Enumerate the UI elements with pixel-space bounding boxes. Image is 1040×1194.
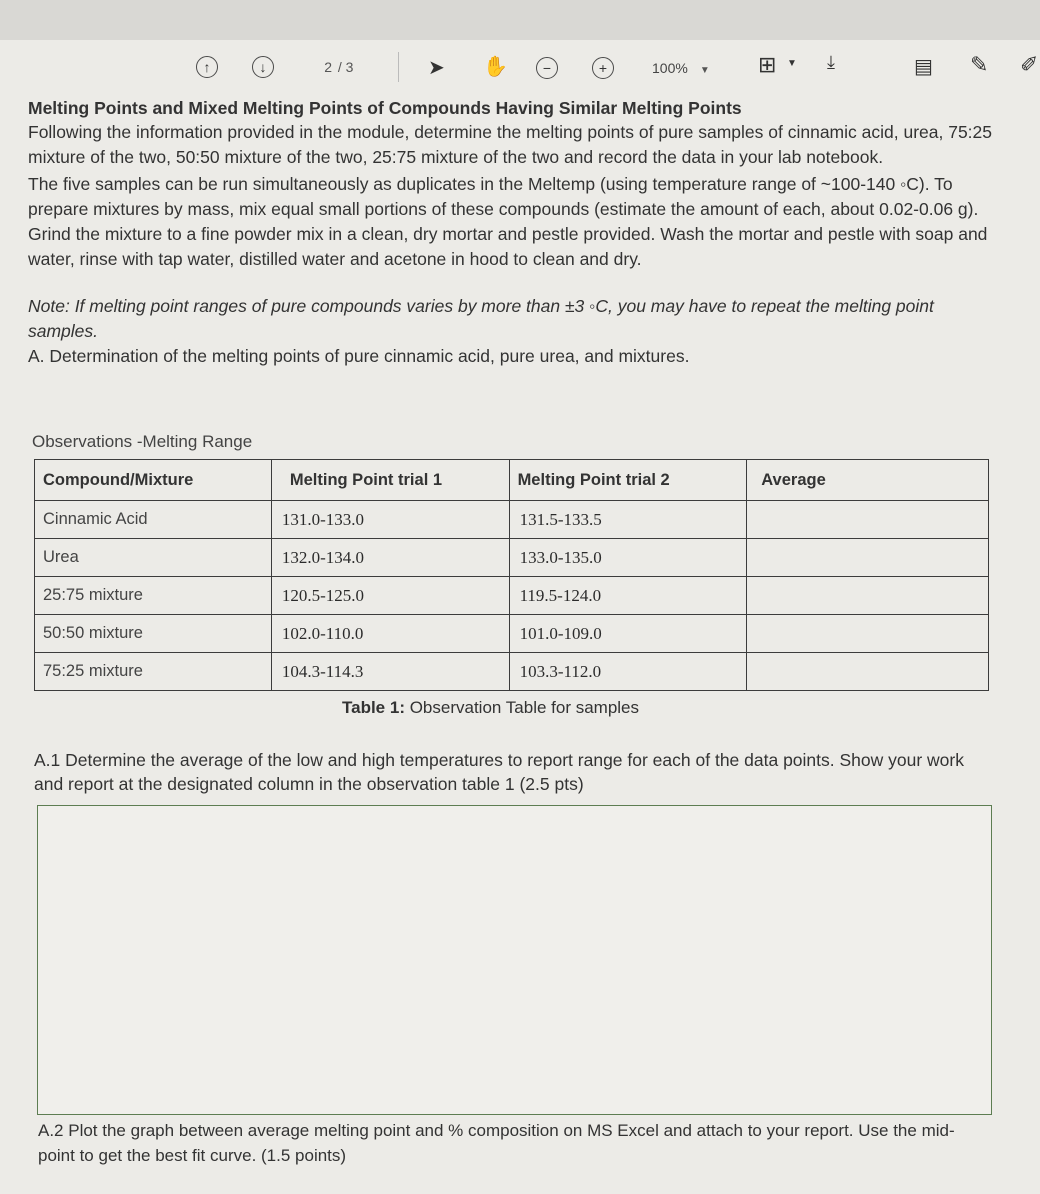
compound-cell: 25:75 mixture — [35, 577, 272, 615]
trial1-cell: 102.0-110.0 — [271, 615, 509, 653]
download-icon[interactable]: ⤓ — [827, 52, 835, 72]
window-top-strip — [0, 0, 1040, 40]
chevron-down-icon: ▼ — [699, 65, 710, 76]
table-label: Observations -Melting Range — [32, 432, 253, 451]
pdf-toolbar — [0, 40, 1040, 96]
column-header: Melting Point trial 1 — [271, 460, 509, 501]
average-cell[interactable] — [747, 501, 989, 539]
toolbar-divider — [398, 52, 399, 82]
document-body — [28, 96, 1008, 369]
zoom-level: 100% — [652, 60, 688, 76]
compound-cell: Cinnamic Acid — [35, 501, 272, 539]
compound-cell: 75:25 mixture — [35, 653, 272, 691]
question-a2: A.2 Plot the graph between average melting point and % composition on MS Excel and attach to your report. Use the mid-point to get the best fit curve. (1.5 points) — [38, 1121, 955, 1165]
table-row — [35, 653, 989, 691]
average-cell[interactable] — [747, 653, 989, 691]
table-caption — [342, 698, 639, 718]
average-cell[interactable] — [747, 539, 989, 577]
eraser-icon[interactable]: ✐ — [1020, 52, 1039, 77]
next-page-icon[interactable]: ↓ — [252, 56, 274, 78]
observation-table — [34, 459, 989, 691]
trial2-cell: 103.3-112.0 — [509, 653, 747, 691]
section-a-title: A. Determination of the melting points of pure cinnamic acid, pure urea, and mixtures. — [28, 346, 690, 366]
trial2-cell: 133.0-135.0 — [509, 539, 747, 577]
pen-icon[interactable]: ✎ — [970, 52, 989, 77]
table-caption-label: Table 1: — [342, 698, 405, 717]
answer-text-box[interactable] — [37, 805, 992, 1115]
procedure-paragraph: The five samples can be run simultaneously as duplicates in the Meltemp (using temperature range of ~100-140 ◦C). To prepare mixtures by mass, mix equal small portions of these compounds (estimate the amount of each, about 0.02-0.06 g). Grind the mixture to a fine powder mix in a clean, dry mortar and pestle provided. Wash the mortar and pestle with soap and water, rinse with tap water, distilled water and acetone in hood to clean and dry. — [28, 174, 988, 269]
comment-icon[interactable]: ▤ — [914, 56, 933, 78]
column-header: Melting Point trial 2 — [509, 460, 747, 501]
previous-page-icon[interactable]: ↑ — [196, 56, 218, 78]
table-row — [35, 577, 989, 615]
page-total: / 3 — [337, 59, 354, 75]
average-cell[interactable] — [747, 615, 989, 653]
trial1-cell: 120.5-125.0 — [271, 577, 509, 615]
table-row — [35, 539, 989, 577]
table-caption-text: Observation Table for samples — [404, 698, 640, 717]
trial1-cell: 131.0-133.0 — [271, 501, 509, 539]
compound-cell: Urea — [35, 539, 272, 577]
column-header: Average — [747, 460, 989, 501]
table-header-row — [35, 460, 989, 501]
column-header: Compound/Mixture — [35, 460, 272, 501]
question-a1: A.1 Determine the average of the low and high temperatures to report range for each of the data points. Show your work and report at the designated column in the observation table 1 (2.5 pts) — [34, 750, 964, 794]
average-cell[interactable] — [747, 577, 989, 615]
trial1-cell: 132.0-134.0 — [271, 539, 509, 577]
page-indicator — [306, 58, 353, 76]
trial2-cell: 101.0-109.0 — [509, 615, 747, 653]
trial2-cell: 131.5-133.5 — [509, 501, 747, 539]
compound-cell: 50:50 mixture — [35, 615, 272, 653]
trial2-cell: 119.5-124.0 — [509, 577, 747, 615]
page-number-input[interactable] — [306, 58, 334, 76]
page-fit-icon[interactable]: ⊞ — [758, 52, 777, 77]
zoom-select[interactable] — [652, 60, 710, 76]
doc-heading: Melting Points and Mixed Melting Points of Compounds Having Similar Melting Points — [28, 98, 742, 118]
table-row — [35, 501, 989, 539]
trial1-cell: 104.3-114.3 — [271, 653, 509, 691]
note-text: Note: If melting point ranges of pure compounds varies by more than ±3 ◦C, you may have to repeat the melting point samples. — [28, 296, 934, 341]
table-row — [35, 615, 989, 653]
page-fit-chevron-icon[interactable]: ▼ — [787, 58, 797, 69]
hand-tool-icon[interactable]: ✋ — [483, 56, 508, 78]
zoom-out-icon[interactable]: − — [536, 57, 558, 79]
select-cursor-icon[interactable]: ➤ — [428, 57, 445, 79]
zoom-in-icon[interactable]: + — [592, 57, 614, 79]
instructions-paragraph: Following the information provided in the module, determine the melting points of pure samples of cinnamic acid, urea, 75:25 mixture of the two, 50:50 mixture of the two, 25:75 mixture of the two and record the data in your lab notebook. — [28, 122, 993, 167]
